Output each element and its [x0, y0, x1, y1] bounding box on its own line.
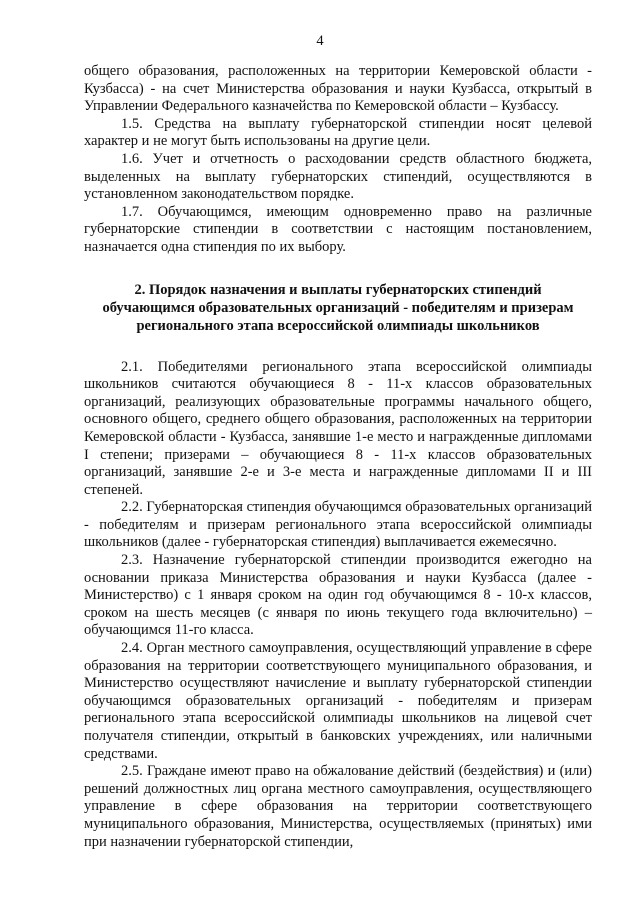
section-2-heading-line-1: 2. Порядок назначения и выплаты губернаторских стипендий	[134, 281, 542, 298]
section-2-heading-line-3: регионального этапа всероссийской олимпиады школьников	[136, 317, 540, 334]
paragraph-1-6: 1.6. Учет и отчетность о расходовании средств областного бюджета, выделенных на выплату губернаторских стипендий, осуществляются в установленном законодательством порядке.	[84, 150, 592, 203]
paragraph-2-5: 2.5. Граждане имеют право на обжалование действий (бездействия) и (или) решений должностных лиц органа местного самоуправления, осуществляющего управление в сфере образования на территории соответствующего муниципального образования, Министерства, осуществляемых (принятых) ими при назначении губернаторской стипендии,	[84, 763, 592, 850]
paragraph-2-1: 2.1. Победителями регионального этапа всероссийской олимпиады школьников считаются обучающиеся 8 - 11-х классов образовательных организаций, реализующих образовательные программы начального общего, основного общего, среднего общего образования, расположенных на территории Кемеровской области - Кузбасса, занявшие 1-е место и награжденные дипломами I степени; призерами – обучающиеся 8 - 11-х классов образовательных организаций, занявшие 2-е и 3-е места и награжденные дипломами II и III степеней.	[84, 358, 592, 498]
paragraph-continued: общего образования, расположенных на территории Кемеровской области - Кузбасса) - на счет Министерства образования и науки Кузбасса, открытый в Управлении Федерального казначейства по Кемеровской области – Кузбассу.	[84, 63, 592, 115]
section-2-heading-line-2: обучающимся образовательных организаций - победителям и призерам	[102, 299, 574, 316]
paragraph-2-4: 2.4. Орган местного самоуправления, осуществляющий управление в сфере образования на территории соответствующего муниципального образования, и Министерство осуществляют начисление и выплату губернаторской стипендии обучающимся образовательных организаций - победителям и призерам регионального этапа всероссийской олимпиады школьников на лицевой счет получателя стипендии, открытый в банковских учреждениях, или наличными средствами.	[84, 640, 592, 762]
paragraph-1-7: 1.7. Обучающимся, имеющим одновременно право на различные губернаторские стипендии в соответствии с настоящим постановлением, назначается одна стипендия по их выбору.	[84, 203, 592, 255]
paragraph-2-2: 2.2. Губернаторская стипендия обучающимся образовательных организаций - победителям и призерам регионального этапа всероссийской олимпиады школьников (далее - губернаторская стипендия) выплачивается ежемесячно.	[84, 499, 592, 551]
paragraph-1-5: 1.5. Средства на выплату губернаторской стипендии носят целевой характер и не могут быть использованы на другие цели.	[84, 115, 592, 150]
paragraph-2-3: 2.3. Назначение губернаторской стипендии производится ежегодно на основании приказа Министерства образования и науки Кузбасса (далее - Министерство) с 1 января сроком на один год обучающимся 8 - 10-х классов, сроком на шесть месяцев (с января по июнь текущего года включительно) – обучающимся 11-го класса.	[84, 552, 592, 639]
section-2-heading	[84, 281, 592, 335]
document-body	[84, 63, 592, 851]
page-number: 4	[316, 33, 324, 49]
